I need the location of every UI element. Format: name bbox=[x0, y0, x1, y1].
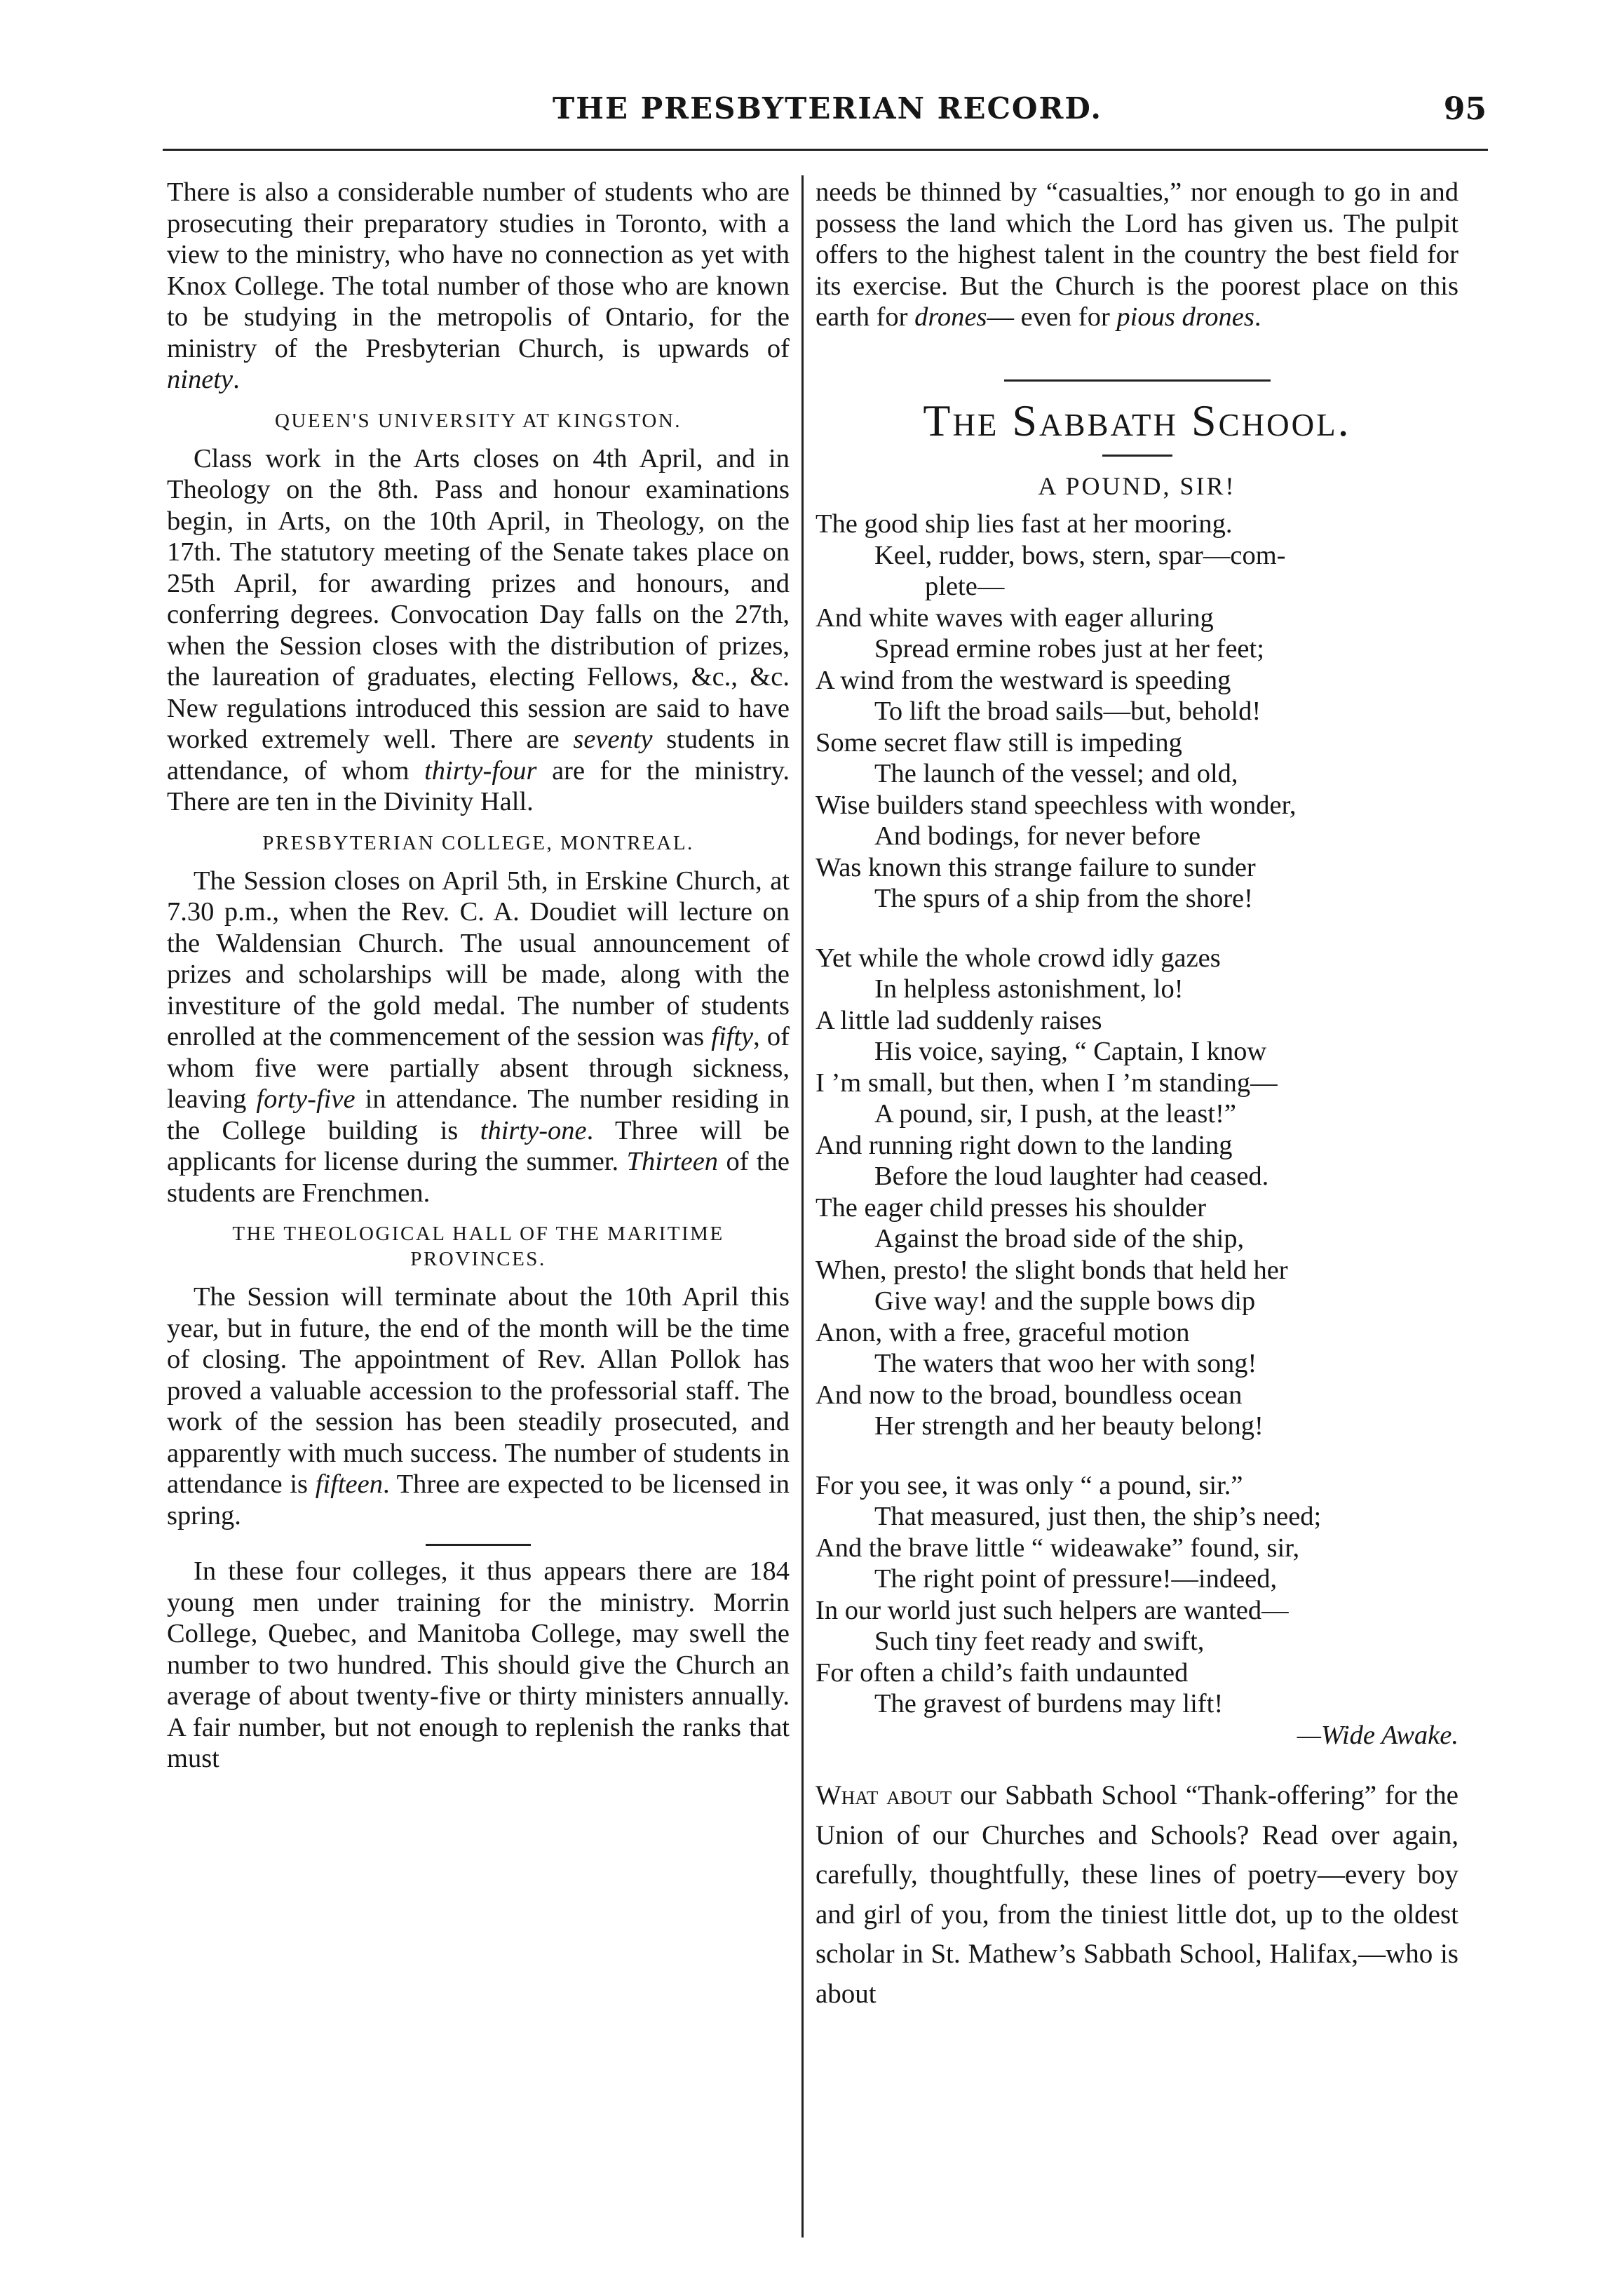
maritime-paragraph bbox=[167, 1281, 790, 1531]
right-column bbox=[816, 177, 1459, 2014]
intro-text: There is also a considerable number of students who are prosecuting their preparatory studies in Toronto, with a view to the ministry, who have no connection as yet with Knox College. The total number of those who are known to be studying in the metropolis of Ontario, for the ministry of the Presbyterian Church, is upwards of bbox=[167, 177, 790, 363]
queens-emphasis-2: thirty-four bbox=[424, 755, 537, 786]
poem-line: To lift the broad sails—but, behold! bbox=[874, 697, 1261, 726]
montreal-emphasis-4: Thirteen bbox=[626, 1147, 719, 1176]
poem-line: Some secret flaw still is impeding bbox=[816, 727, 1182, 758]
poem-line: The spurs of a ship from the shore! bbox=[874, 884, 1253, 913]
poem-line: Before the loud laughter had ceased. bbox=[874, 1162, 1269, 1191]
poem-line: A pound, sir, I push, at the least!” bbox=[874, 1099, 1236, 1129]
stanza-3 bbox=[816, 1470, 1459, 1720]
poem-line: I ’m small, but then, when I ’m standing— bbox=[816, 1068, 1278, 1098]
montreal-emphasis-2: forty-five bbox=[256, 1084, 356, 1114]
poem-title: A POUND, SIR! bbox=[1038, 471, 1236, 500]
section-title: The Sabbath School. bbox=[923, 395, 1351, 445]
header-rule bbox=[163, 149, 1488, 151]
poem-line: Was known this strange failure to sunder bbox=[816, 852, 1256, 882]
montreal-text-1: The Session closes on April 5th, in Erskine Church, at 7.30 p.m., when the Rev. C. A. Doudiet will lecture on the Waldensian Church. The usual announcement of prizes and scholarships will be made, along with the investiture of the gold medal. The number of students enrolled at the commencement of the session was bbox=[167, 866, 790, 1051]
short-rule bbox=[426, 1544, 531, 1546]
poem-line: His voice, saying, “ Captain, I know bbox=[874, 1037, 1267, 1066]
poem-line: And now to the broad, boundless ocean bbox=[816, 1380, 1243, 1410]
poem-line: And bodings, for never before bbox=[874, 821, 1201, 851]
poem-line: For you see, it was only “ a pound, sir.” bbox=[816, 1470, 1243, 1500]
montreal-paragraph bbox=[167, 866, 790, 1209]
maritime-emphasis: fifteen bbox=[315, 1469, 383, 1499]
continuation-emphasis-2: pious drones bbox=[1116, 302, 1254, 332]
queens-text-1: Class work in the Arts closes on 4th April, and in Theology on the 8th. Pass and honour examinations begin, in Arts, on the 10th April, in Theology, on the 17th. The statutory meeting of the Senate takes place on 25th April, for awarding prizes and honours, and conferring degrees. Convocation Day falls on the 27th, when the Session closes with the distribution of prizes, the laureation of graduates, electing Fellows, &c., &c. New regulations introduced this session are said to have worked extremely well. There are bbox=[167, 443, 790, 754]
column-divider bbox=[801, 175, 804, 2238]
queens-heading: QUEEN'S UNIVERSITY AT KINGSTON. bbox=[274, 409, 682, 432]
intro-paragraph bbox=[167, 177, 790, 396]
queens-paragraph bbox=[167, 443, 790, 818]
running-head bbox=[168, 91, 1487, 135]
continuation-text-3: . bbox=[1254, 302, 1261, 332]
intro-emphasis: ninety bbox=[167, 365, 234, 394]
stanza-2 bbox=[816, 943, 1459, 1442]
page-number: 95 bbox=[1443, 91, 1487, 127]
poem-line: Her strength and her beauty belong! bbox=[874, 1411, 1264, 1441]
poem-line: plete— bbox=[925, 572, 1005, 601]
running-title: THE PRESBYTERIAN RECORD. bbox=[553, 91, 1102, 126]
poem-line: Yet while the whole crowd idly gazes bbox=[816, 943, 1221, 973]
poem-line: Wise builders stand speechless with wonder, bbox=[816, 790, 1297, 820]
poem-line: That measured, just then, the ship’s need; bbox=[874, 1502, 1322, 1531]
poem-line: When, presto! the slight bonds that held her bbox=[816, 1255, 1288, 1285]
poem-line: Against the broad side of the ship, bbox=[874, 1224, 1245, 1253]
closing-lead: What about bbox=[816, 1780, 952, 1810]
maritime-heading: THE THEOLOGICAL HALL OF THE MARITIME PROVINCES. bbox=[232, 1223, 724, 1270]
poem-line: For often a child’s faith undaunted bbox=[816, 1657, 1189, 1688]
poem-line: The launch of the vessel; and old, bbox=[874, 759, 1238, 788]
poem-line: The gravest of burdens may lift! bbox=[874, 1689, 1224, 1718]
continuation-text-1: needs be thinned by “casualties,” nor enough to go in and possess the land which the Lord has given us. The pulpit offers to the highest talent in the country the best field for its exercise. But the Church is the poorest place on this earth for bbox=[816, 177, 1459, 332]
poem-line: In our world just such helpers are wanted— bbox=[816, 1595, 1289, 1625]
poem-line: The right point of pressure!—indeed, bbox=[874, 1564, 1278, 1594]
montreal-heading: PRESBYTERIAN COLLEGE, MONTREAL. bbox=[262, 831, 694, 854]
maritime-text-1: The Session will terminate about the 10th April this year, but in future, the end of the month will be the time of closing. The appointment of Rev. Allan Pollok has proved a valuable accession to the professorial staff. The work of the session has been steadily prosecuted, and apparently with much success. The number of students in attendance is bbox=[167, 1282, 790, 1499]
closing-text: our Sabbath School “Thank-offering” for the Union of our Churches and Schools? Read over again, carefully, thoughtfully, these lines of poetry—every boy and girl of you, from the tiniest little dot, up to the oldest scholar in St. Mathew’s Sabbath School, Halifax,—who is about bbox=[816, 1780, 1459, 2009]
left-column bbox=[167, 177, 790, 1775]
stanza-1 bbox=[816, 509, 1459, 915]
poem-attribution: —Wide Awake. bbox=[1297, 1720, 1459, 1750]
poem-line: The good ship lies fast at her mooring. bbox=[816, 509, 1233, 539]
poem-line: The waters that woo her with song! bbox=[874, 1349, 1257, 1378]
closing-paragraph bbox=[816, 1776, 1459, 2014]
continuation-emphasis-1: drones bbox=[914, 302, 987, 332]
queens-text-3: are for the ministry. There are ten in the Divinity Hall. bbox=[167, 755, 790, 816]
poem-line: And running right down to the landing bbox=[816, 1130, 1233, 1160]
maritime-text-2: . Three are expected to be licensed in spring. bbox=[167, 1469, 790, 1530]
montreal-emphasis-1: fifty bbox=[711, 1022, 754, 1051]
summary-paragraph: In these four colleges, it thus appears there are 184 young men under training for the ministry. Morrin College, Quebec, and Manitoba College, may swell the number to two hundred. This should give the Church an average of about twenty-five or thirty ministers annually. A fair number, but not enough to replenish the ranks that must bbox=[167, 1556, 790, 1773]
title-rule bbox=[1102, 455, 1172, 457]
montreal-text-3: in attendance. The number residing in the College building is bbox=[167, 1084, 790, 1145]
queens-text-2: students in attendance, of whom bbox=[167, 725, 790, 786]
montreal-text-2: , of whom five were partially absent through sickness, leaving bbox=[167, 1022, 790, 1114]
poem-line: And white waves with eager alluring bbox=[816, 603, 1214, 633]
poem-line: A wind from the westward is speeding bbox=[816, 665, 1231, 695]
poem-line: Give way! and the supple bows dip bbox=[874, 1286, 1256, 1316]
montreal-text-4: . Three will be applicants for license during the summer. bbox=[167, 1115, 790, 1176]
poem-line: A little lad suddenly raises bbox=[816, 1005, 1102, 1035]
poem-line: Keel, rudder, bows, stern, spar—com- bbox=[874, 540, 1286, 570]
poem-line: Such tiny feet ready and swift, bbox=[874, 1627, 1205, 1656]
continuation-paragraph bbox=[816, 177, 1459, 333]
continuation-text-2: — even for bbox=[987, 302, 1110, 332]
poem-line: The eager child presses his shoulder bbox=[816, 1192, 1207, 1223]
intro-end: . bbox=[233, 365, 240, 394]
section-rule bbox=[1004, 379, 1271, 382]
poem-line: Anon, with a free, graceful motion bbox=[816, 1317, 1190, 1347]
queens-emphasis-1: seventy bbox=[573, 725, 653, 754]
montreal-emphasis-3: thirty-one bbox=[480, 1115, 587, 1145]
poem-line: In helpless astonishment, lo! bbox=[874, 974, 1184, 1004]
montreal-text-5: of the students are Frenchmen. bbox=[167, 1147, 790, 1208]
poem-line: Spread ermine robes just at her feet; bbox=[874, 634, 1264, 664]
poem-line: And the brave little “ wideawake” found, sir, bbox=[816, 1533, 1300, 1563]
